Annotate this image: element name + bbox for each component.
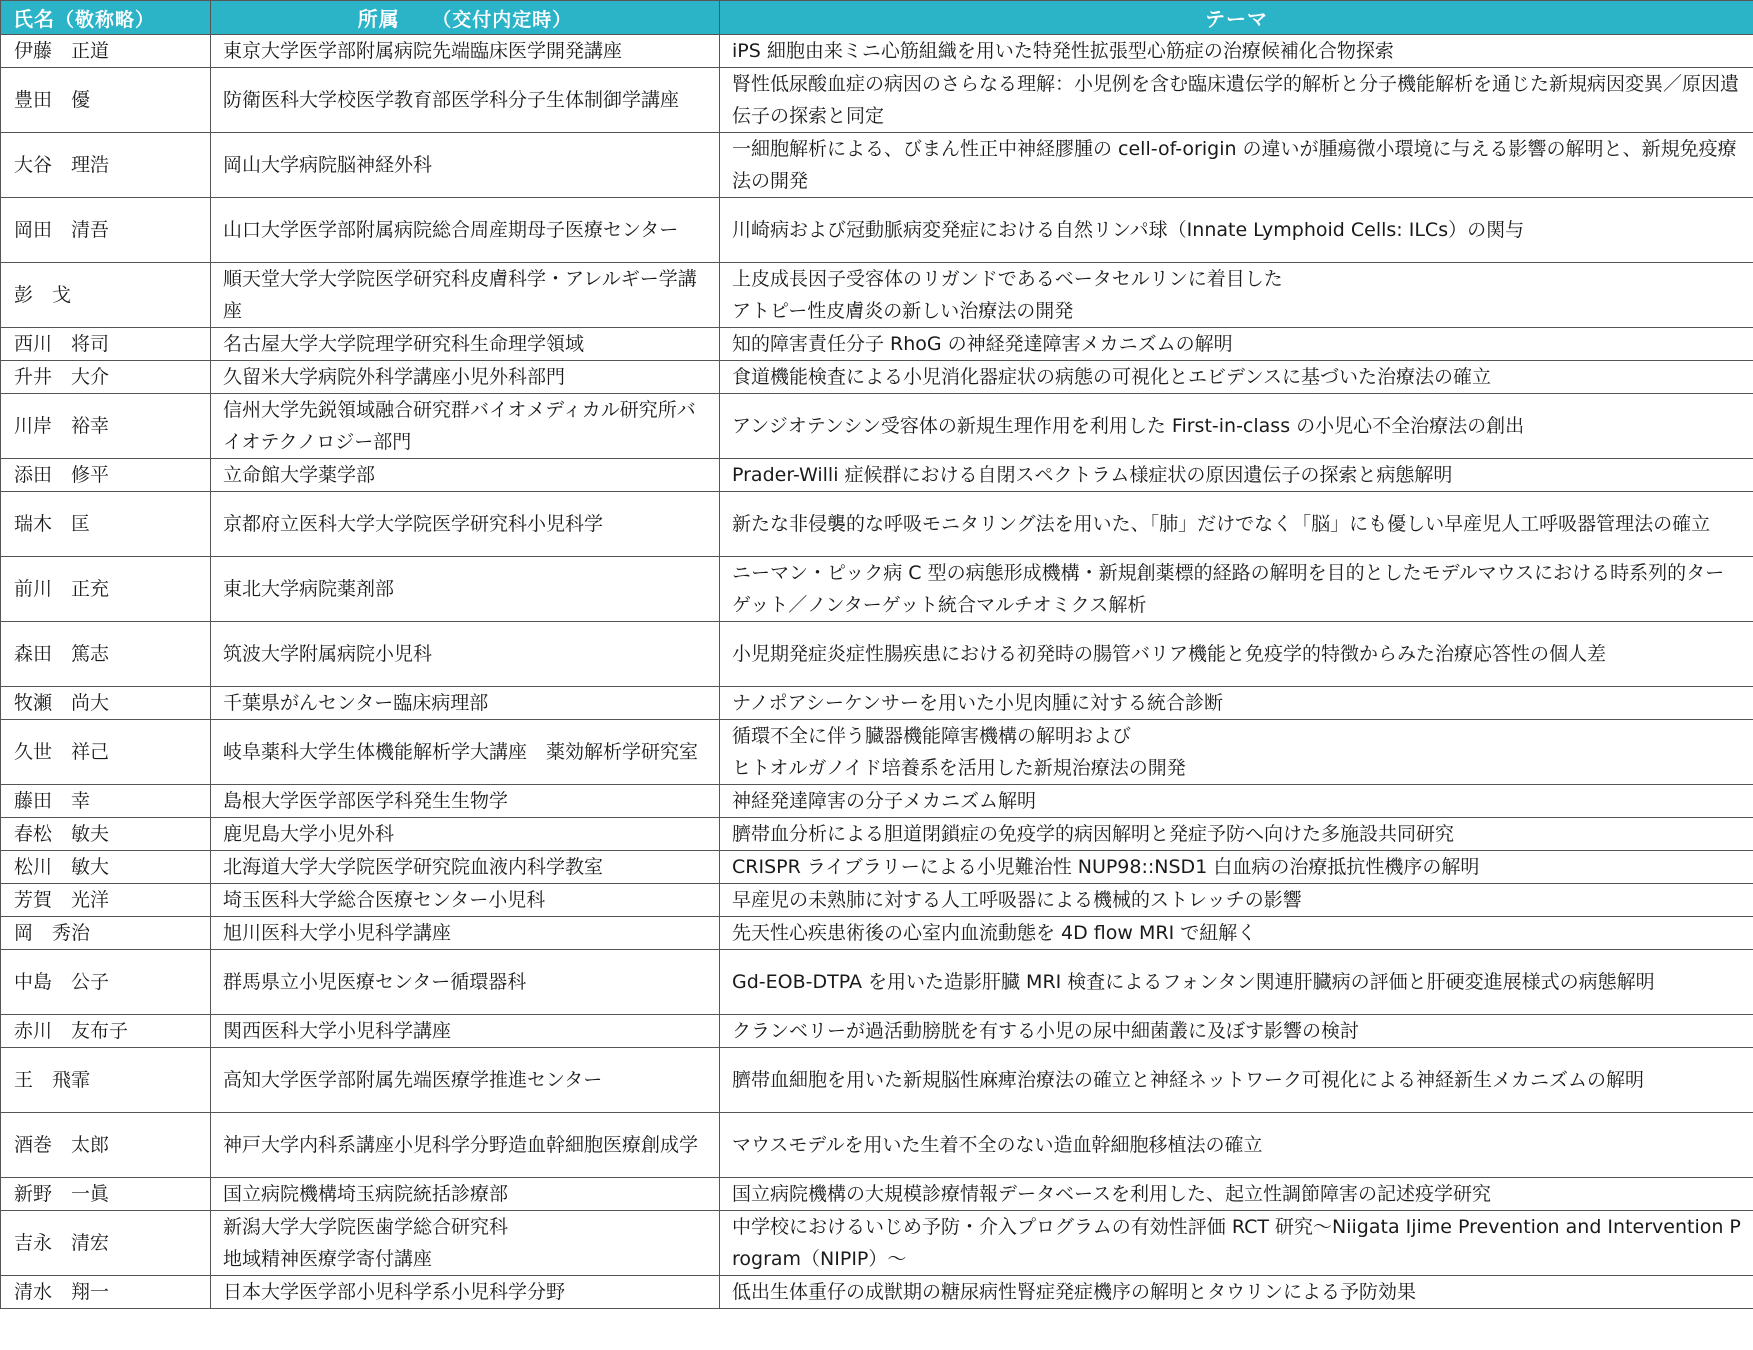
name-cell: 酒巻 太郎 bbox=[1, 1113, 211, 1178]
name-cell: 森田 篤志 bbox=[1, 622, 211, 687]
affiliation-cell: 岐阜薬科大学生体機能解析学大講座 薬効解析学研究室 bbox=[211, 720, 720, 785]
table-row bbox=[1, 263, 1753, 328]
affiliation-cell: 旭川医科大学小児科学講座 bbox=[211, 917, 720, 950]
theme-cell: ナノポアシーケンサーを用いた小児肉腫に対する統合診断 bbox=[720, 687, 1753, 720]
name-cell: 藤田 幸 bbox=[1, 785, 211, 818]
table-row bbox=[1, 1276, 1753, 1309]
affiliation-cell: 岡山大学病院脳神経外科 bbox=[211, 133, 720, 198]
table-row bbox=[1, 1015, 1753, 1048]
affiliation-cell: 関西医科大学小児科学講座 bbox=[211, 1015, 720, 1048]
theme-cell: 川崎病および冠動脈病変発症における自然リンパ球（Innate Lymphoid Cells: ILCs）の関与 bbox=[720, 198, 1753, 263]
table-row bbox=[1, 720, 1753, 785]
affiliation-cell: 鹿児島大学小児外科 bbox=[211, 818, 720, 851]
table-row bbox=[1, 328, 1753, 361]
affiliation-cell: 順天堂大学大学院医学研究科皮膚科学・アレルギー学講座 bbox=[211, 263, 720, 328]
name-cell: 松川 敏大 bbox=[1, 851, 211, 884]
table-row bbox=[1, 198, 1753, 263]
theme-cell: Gd-EOB-DTPA を用いた造影肝臓 MRI 検査によるフォンタン関連肝臓病の評価と肝硬変進展様式の病態解明 bbox=[720, 950, 1753, 1015]
theme-cell: 腎性低尿酸血症の病因のさらなる理解：小児例を含む臨床遺伝学的解析と分子機能解析を通じた新規病因変異／原因遺伝子の探索と同定 bbox=[720, 68, 1753, 133]
affiliation-cell: 久留米大学病院外科学講座小児外科部門 bbox=[211, 361, 720, 394]
affiliation-cell: 日本大学医学部小児科学系小児科学分野 bbox=[211, 1276, 720, 1309]
table-row bbox=[1, 394, 1753, 459]
name-cell: 新野 一眞 bbox=[1, 1178, 211, 1211]
affiliation-cell: 新潟大学大学院医歯学総合研究科 地域精神医療学寄付講座 bbox=[211, 1211, 720, 1276]
table-row bbox=[1, 622, 1753, 687]
affiliation-cell: 神戸大学内科系講座小児科学分野造血幹細胞医療創成学 bbox=[211, 1113, 720, 1178]
table-row bbox=[1, 687, 1753, 720]
name-cell: 瑞木 匡 bbox=[1, 492, 211, 557]
name-cell: 芳賀 光洋 bbox=[1, 884, 211, 917]
table-row bbox=[1, 133, 1753, 198]
theme-cell: 低出生体重仔の成獣期の糖尿病性腎症発症機序の解明とタウリンによる予防効果 bbox=[720, 1276, 1753, 1309]
name-cell: 岡田 清吾 bbox=[1, 198, 211, 263]
theme-cell: 中学校におけるいじめ予防・介入プログラムの有効性評価 RCT 研究～Niigata Ijime Prevention and Intervention Program（NIPIP）～ bbox=[720, 1211, 1753, 1276]
theme-cell: 循環不全に伴う臓器機能障害機構の解明および ヒトオルガノイド培養系を活用した新規治療法の開発 bbox=[720, 720, 1753, 785]
theme-cell: CRISPR ライブラリーによる小児難治性 NUP98::NSD1 白血病の治療抵抗性機序の解明 bbox=[720, 851, 1753, 884]
theme-cell: 臍帯血分析による胆道閉鎖症の免疫学的病因解明と発症予防へ向けた多施設共同研究 bbox=[720, 818, 1753, 851]
theme-cell: 知的障害責任分子 RhoG の神経発達障害メカニズムの解明 bbox=[720, 328, 1753, 361]
header-name-note: （敬称略） bbox=[55, 9, 156, 31]
theme-cell: アンジオテンシン受容体の新規生理作用を利用した First-in-class の小児心不全治療法の創出 bbox=[720, 394, 1753, 459]
theme-cell: 神経発達障害の分子メカニズム解明 bbox=[720, 785, 1753, 818]
theme-cell: 早産児の未熟肺に対する人工呼吸器による機械的ストレッチの影響 bbox=[720, 884, 1753, 917]
name-cell: 清水 翔一 bbox=[1, 1276, 211, 1309]
table-row bbox=[1, 361, 1753, 394]
table-row bbox=[1, 1048, 1753, 1113]
table-body bbox=[1, 35, 1753, 1309]
name-cell: 赤川 友布子 bbox=[1, 1015, 211, 1048]
header-affiliation-note: （交付内定時） bbox=[441, 9, 573, 31]
name-cell: 中島 公子 bbox=[1, 950, 211, 1015]
affiliation-cell: 東北大学病院薬剤部 bbox=[211, 557, 720, 622]
affiliation-cell: 信州大学先鋭領域融合研究群バイオメディカル研究所バイオテクノロジー部門 bbox=[211, 394, 720, 459]
theme-cell: 一細胞解析による、びまん性正中神経膠腫の cell-of-origin の違いが腫瘍微小環境に与える影響の解明と、新規免疫療法の開発 bbox=[720, 133, 1753, 198]
header-affiliation bbox=[211, 1, 720, 35]
name-cell: 彭 戈 bbox=[1, 263, 211, 328]
affiliation-cell: 東京大学医学部附属病院先端臨床医学開発講座 bbox=[211, 35, 720, 68]
theme-cell: 先天性心疾患術後の心室内血流動態を 4D flow MRI で紐解く bbox=[720, 917, 1753, 950]
name-cell: 西川 将司 bbox=[1, 328, 211, 361]
theme-cell: iPS 細胞由来ミニ心筋組織を用いた特発性拡張型心筋症の治療候補化合物探索 bbox=[720, 35, 1753, 68]
header-name-label: 氏名 bbox=[13, 7, 55, 31]
name-cell: 岡 秀治 bbox=[1, 917, 211, 950]
affiliation-cell: 国立病院機構埼玉病院統括診療部 bbox=[211, 1178, 720, 1211]
name-cell: 牧瀬 尚大 bbox=[1, 687, 211, 720]
theme-cell: 国立病院機構の大規模診療情報データベースを利用した、起立性調節障害の記述疫学研究 bbox=[720, 1178, 1753, 1211]
theme-cell: ニーマン・ピック病 C 型の病態形成機構・新規創薬標的経路の解明を目的としたモデルマウスにおける時系列的ターゲット／ノンターゲット統合マルチオミクス解析 bbox=[720, 557, 1753, 622]
name-cell: 前川 正充 bbox=[1, 557, 211, 622]
affiliation-cell: 名古屋大学大学院理学研究科生命理学領域 bbox=[211, 328, 720, 361]
name-cell: 春松 敏夫 bbox=[1, 818, 211, 851]
table-row bbox=[1, 851, 1753, 884]
affiliation-cell: 群馬県立小児医療センター循環器科 bbox=[211, 950, 720, 1015]
table-header bbox=[1, 1, 1753, 35]
theme-cell: 臍帯血細胞を用いた新規脳性麻痺治療法の確立と神経ネットワーク可視化による神経新生メカニズムの解明 bbox=[720, 1048, 1753, 1113]
theme-cell: マウスモデルを用いた生着不全のない造血幹細胞移植法の確立 bbox=[720, 1113, 1753, 1178]
affiliation-cell: 北海道大学大学院医学研究院血液内科学教室 bbox=[211, 851, 720, 884]
name-cell: 豊田 優 bbox=[1, 68, 211, 133]
header-affiliation-label: 所属 bbox=[357, 7, 400, 31]
theme-cell: 食道機能検査による小児消化器症状の病態の可視化とエビデンスに基づいた治療法の確立 bbox=[720, 361, 1753, 394]
table-row bbox=[1, 1113, 1753, 1178]
header-row bbox=[1, 1, 1753, 35]
name-cell: 添田 修平 bbox=[1, 459, 211, 492]
theme-cell: 上皮成長因子受容体のリガンドであるベータセルリンに着目した アトピー性皮膚炎の新しい治療法の開発 bbox=[720, 263, 1753, 328]
affiliation-cell: 山口大学医学部附属病院総合周産期母子医療センター bbox=[211, 198, 720, 263]
table-row bbox=[1, 68, 1753, 133]
name-cell: 大谷 理浩 bbox=[1, 133, 211, 198]
header-theme-label: テーマ bbox=[1205, 7, 1268, 31]
theme-cell: 小児期発症炎症性腸疾患における初発時の腸管バリア機能と免疫学的特徴からみた治療応答性の個人差 bbox=[720, 622, 1753, 687]
name-cell: 吉永 清宏 bbox=[1, 1211, 211, 1276]
header-theme bbox=[720, 1, 1753, 35]
table-row bbox=[1, 1211, 1753, 1276]
name-cell: 王 飛霏 bbox=[1, 1048, 211, 1113]
affiliation-cell: 京都府立医科大学大学院医学研究科小児科学 bbox=[211, 492, 720, 557]
table-row bbox=[1, 1178, 1753, 1211]
name-cell: 伊藤 正道 bbox=[1, 35, 211, 68]
table-row bbox=[1, 557, 1753, 622]
affiliation-cell: 立命館大学薬学部 bbox=[211, 459, 720, 492]
theme-cell: Prader-Willi 症候群における自閉スペクトラム様症状の原因遺伝子の探索と病態解明 bbox=[720, 459, 1753, 492]
table-row bbox=[1, 35, 1753, 68]
table-row bbox=[1, 459, 1753, 492]
name-cell: 升井 大介 bbox=[1, 361, 211, 394]
header-name bbox=[1, 1, 211, 35]
affiliation-cell: 筑波大学附属病院小児科 bbox=[211, 622, 720, 687]
affiliation-cell: 埼玉医科大学総合医療センター小児科 bbox=[211, 884, 720, 917]
affiliation-cell: 高知大学医学部附属先端医療学推進センター bbox=[211, 1048, 720, 1113]
table-row bbox=[1, 818, 1753, 851]
table-row bbox=[1, 492, 1753, 557]
affiliation-cell: 島根大学医学部医学科発生生物学 bbox=[211, 785, 720, 818]
theme-cell: クランベリーが過活動膀胱を有する小児の尿中細菌叢に及ぼす影響の検討 bbox=[720, 1015, 1753, 1048]
table-row bbox=[1, 785, 1753, 818]
table-row bbox=[1, 884, 1753, 917]
affiliation-cell: 防衛医科大学校医学教育部医学科分子生体制御学講座 bbox=[211, 68, 720, 133]
table-row bbox=[1, 917, 1753, 950]
theme-cell: 新たな非侵襲的な呼吸モニタリング法を用いた、「肺」だけでなく「脳」にも優しい早産児人工呼吸器管理法の確立 bbox=[720, 492, 1753, 557]
name-cell: 川岸 裕幸 bbox=[1, 394, 211, 459]
name-cell: 久世 祥己 bbox=[1, 720, 211, 785]
affiliation-cell: 千葉県がんセンター臨床病理部 bbox=[211, 687, 720, 720]
table-row bbox=[1, 950, 1753, 1015]
